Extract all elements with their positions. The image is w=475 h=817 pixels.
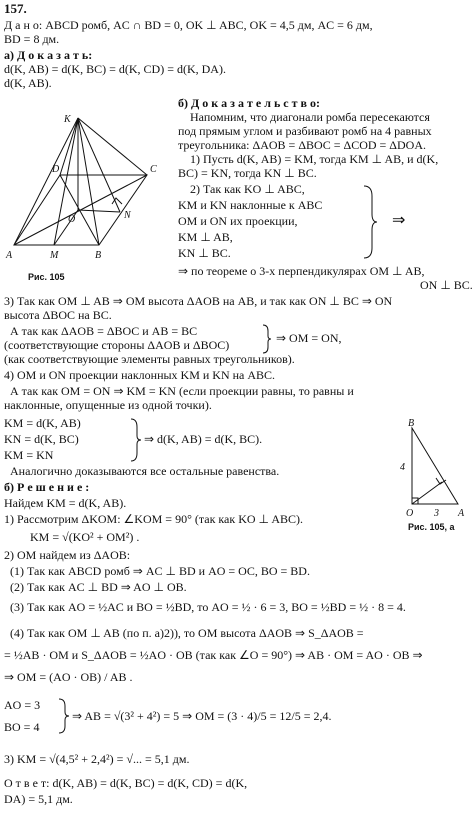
- similar-line: Аналогично доказываются все остальные равенства.: [10, 464, 280, 478]
- step4-line: 4) OM и ON проекции наклонных KM и KN на ABC.: [4, 368, 276, 382]
- figure-105a-caption: Рис. 105, а: [408, 522, 455, 532]
- a-label-A: A: [458, 508, 465, 518]
- group1-brace: [362, 184, 378, 260]
- group2-line-1: А так как ΔAOB = ΔBOC и AB = BC: [10, 324, 198, 338]
- group4-brace: [58, 698, 70, 734]
- label-N: N: [124, 210, 131, 221]
- group3-line-1: KM = d(K, AB): [4, 416, 81, 430]
- label-C: C: [150, 164, 157, 175]
- group2-result: ⇒ OM = ON,: [276, 331, 342, 345]
- figure-105a: [398, 418, 470, 518]
- step3-line-1: 3) Так как OM ⊥ AB ⇒ OM высота ΔAOB на AB, и так как ON ⊥ BC ⇒ ON: [4, 294, 393, 308]
- solution-line-3: KM = √(KO² + OM²) .: [30, 530, 140, 544]
- solution-line-7: (3) Так как AO = ½AC и BO = ½BD, то AO = ½ · 6 = 3, BO = ½BD = ½ · 8 = 4.: [10, 600, 406, 614]
- proof-line-5: BC) = KN, тогда KN ⊥ BC.: [178, 166, 317, 180]
- given-line-2: BD = 8 дм.: [4, 32, 60, 46]
- figure-105: [2, 100, 172, 290]
- group1-line-1: 2) Так как KO ⊥ ABC,: [190, 182, 305, 196]
- prove-label: а) Д о к а з а т ь:: [4, 48, 93, 62]
- step4b-line-1: А так как OM = ON ⇒ KM = KN (если проекции равны, то равны и: [10, 384, 354, 398]
- group3-line-3: KM = KN: [4, 448, 54, 462]
- step4b-line-2: наклонные, опущенные из одной точки).: [4, 398, 212, 412]
- a-label-O: O: [406, 508, 414, 518]
- answer-line-1: О т в е т: d(K, AB) = d(K, BC) = d(K, CD) = d(K,: [4, 776, 248, 790]
- theorem-line-2: ON ⊥ BC.: [420, 278, 473, 292]
- step3-end: (как соответствующие элементы равных треугольников).: [4, 352, 295, 366]
- a-label-3: 3: [434, 508, 439, 518]
- group1-line-4: KM ⊥ AB,: [178, 230, 233, 244]
- group1-line-5: KN ⊥ BC.: [178, 246, 231, 260]
- solution-label: б) Р е ш е н и е :: [4, 480, 90, 494]
- proof-line-2: под прямым углом и разбивают ромб на 4 равных: [178, 124, 432, 138]
- group1-arrow: ⇒: [392, 212, 406, 229]
- group1-line-2: KM и KN наклонные к ABC: [178, 198, 323, 212]
- solution-line-8: (4) Так как OM ⊥ AB (по п. а)2)), то OM высота ΔAOB ⇒ S_ΔAOB =: [10, 626, 364, 640]
- prove-line-1: d(K, AB) = d(K, BC) = d(K, CD) = d(K, DA).: [4, 62, 226, 76]
- solution-line-2: 1) Рассмотрим ΔKOM: ∠KOM = 90° (так как KO ⊥ ABC).: [4, 512, 304, 526]
- solution-line-4: 2) OM найдем из ΔAOB:: [4, 548, 131, 562]
- a-label-B: B: [408, 418, 415, 429]
- group4-line-2: BO = 4: [4, 720, 40, 734]
- figure-105-caption: Рис. 105: [28, 272, 65, 282]
- group4-result: ⇒ AB = √(3² + 4²) = 5 ⇒ OM = (3 · 4)/5 = 12/5 = 2,4.: [72, 709, 332, 723]
- step3-line-2: высота ΔBOC на BC.: [4, 308, 112, 322]
- proof-line-4: 1) Пусть d(K, AB) = KM, тогда KM ⊥ AB, и d(K,: [190, 152, 439, 166]
- solution-line-6: (2) Так как AC ⊥ BD ⇒ AO ⊥ OB.: [10, 580, 187, 594]
- group2-brace: [262, 324, 272, 354]
- solution-step3: 3) KM = √(4,5² + 2,4²) = √... = 5,1 дм.: [4, 752, 190, 766]
- label-O: O: [68, 214, 76, 225]
- proof-line-1: Напомним, что диагонали ромба пересекаются: [190, 110, 430, 124]
- answer-line-2: DA) = 5,1 дм.: [4, 792, 73, 806]
- solution-line-1: Найдем KM = d(K, AB).: [4, 496, 127, 510]
- solution-line-10: ⇒ OM = (AO · OB) / AB .: [4, 670, 133, 684]
- proof-title: б) Д о к а з а т е л ь с т в о:: [178, 96, 320, 110]
- a-label-4: 4: [400, 462, 405, 473]
- solution-line-9: = ½AB · OM и S_ΔAOB = ½AO · OB (так как ∠O = 90°) ⇒ AB · OM = AO · OB ⇒: [4, 648, 423, 662]
- problem-number: 157.: [4, 1, 27, 16]
- group1-line-3: OM и ON их проекции,: [178, 214, 298, 228]
- group3-brace: [130, 418, 142, 462]
- group2-line-2: (соответствующие стороны ΔAOB и ΔBOC): [4, 338, 230, 352]
- given-line-1: Д а н о: ABCD ромб, AC ∩ BD = 0, OK ⊥ ABC, OK = 4,5 дм, AC = 6 дм,: [4, 18, 373, 32]
- label-A: A: [6, 250, 13, 261]
- label-K: K: [64, 114, 71, 125]
- proof-line-3: треугольника: ΔAOB = ΔBOC = ΔCOD = ΔDOA.: [178, 138, 427, 152]
- solution-line-5: (1) Так как ABCD ромб ⇒ AC ⊥ BD и AO = OC, BO = BD.: [10, 564, 310, 578]
- theorem-line: ⇒ по теореме о 3-х перпендикулярах OM ⊥ AB,: [178, 264, 425, 278]
- label-D: D: [52, 164, 60, 175]
- prove-line-2: d(K, AB).: [4, 76, 52, 90]
- label-B: B: [95, 250, 102, 261]
- group3-result: ⇒ d(K, AB) = d(K, BC).: [144, 432, 263, 446]
- label-M: M: [50, 250, 59, 261]
- group4-line-1: AO = 3: [4, 698, 41, 712]
- group3-line-2: KN = d(K, BC): [4, 432, 79, 446]
